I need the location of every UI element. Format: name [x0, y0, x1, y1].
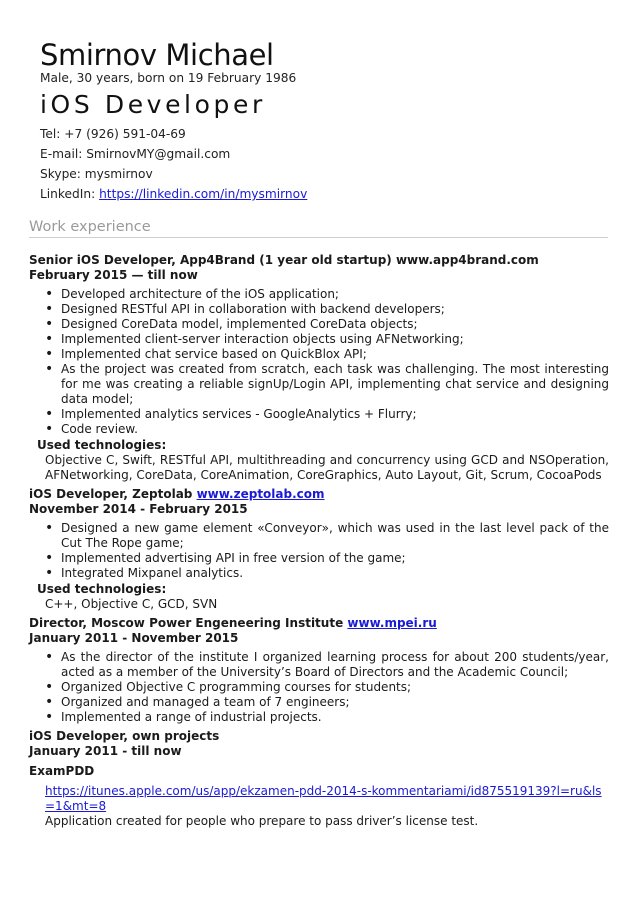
company-link[interactable]: www.mpei.ru: [347, 616, 437, 630]
job-dates: January 2011 - November 2015: [29, 631, 239, 645]
job-dates: January 2011 - till now: [29, 744, 182, 758]
bullet-item: • Designed a new game element «Conveyor», which was used in the last level pack of the Cut The Rope game;: [29, 521, 609, 551]
job-title: [29, 487, 609, 502]
work-experience-list: [29, 253, 609, 829]
tech-label: Used technologies:: [37, 582, 167, 596]
bullet-item: • Implemented a range of industrial projects.: [29, 710, 609, 725]
job-bullets: [29, 650, 609, 725]
phone: Tel: +7 (926) 591-04-69: [40, 127, 186, 141]
bullet-item: • Organized Objective C programming courses for students;: [29, 680, 609, 695]
job-title: iOS Developer, own projects: [29, 729, 220, 743]
app-store-link[interactable]: https://itunes.apple.com/us/app/ekzamen-pdd-2014-s-kommentariami/id875519139?l=ru&ls=1&mt=8: [45, 784, 602, 813]
job-dates: November 2014 - February 2015: [29, 502, 248, 516]
job-dates: February 2015 — till now: [29, 268, 198, 282]
job-role: iOS Developer: [40, 90, 266, 119]
bullet-item: • Implemented advertising API in free version of the game;: [29, 551, 609, 566]
app-description: Application created for people who prepare to pass driver’s license test.: [45, 814, 479, 828]
job-entry: [29, 616, 609, 725]
section-work-experience: Work experience: [29, 219, 608, 238]
bullet-item: • Code review.: [29, 422, 609, 437]
person-meta: Male, 30 years, born on 19 February 1986: [40, 71, 297, 85]
skype: Skype: mysmirnov: [40, 167, 153, 181]
bullet-item: • Designed CoreData model, implemented CoreData objects;: [29, 317, 609, 332]
job-entry: [29, 487, 609, 612]
bullet-item: • Integrated Mixpanel analytics.: [29, 566, 609, 581]
person-name: Smirnov Michael: [40, 38, 274, 72]
bullet-item: • Designed RESTful API in collaboration with backend developers;: [29, 302, 609, 317]
tech-label: Used technologies:: [37, 438, 167, 452]
bullet-item: • As the project was created from scratch, each task was challenging. The most interesting for me was creating a reliable signUp/Login API, implementing chat service and designing data model;: [29, 362, 609, 407]
job-title-text: iOS Developer, Zeptolab: [29, 487, 197, 501]
job-entry: [29, 253, 609, 483]
email: E-mail: SmirnovMY@gmail.com: [40, 147, 231, 161]
bullet-item: • Organized and managed a team of 7 engineers;: [29, 695, 609, 710]
job-title: Senior iOS Developer, App4Brand (1 year old startup) www.app4brand.com: [29, 253, 539, 267]
bullet-item: • Implemented chat service based on QuickBlox API;: [29, 347, 609, 362]
bullet-item: • Implemented client-server interaction objects using AFNetworking;: [29, 332, 609, 347]
bullet-item: • Implemented analytics services - GoogleAnalytics + Flurry;: [29, 407, 609, 422]
linkedin: [40, 184, 307, 204]
tech-value: Objective C, Swift, RESTful API, multithreading and concurrency using GCD and NSOperation, AFNetworking, CoreData, CoreAnimation, CoreGraphics, Auto Layout, Git, Scrum, CocoaPods: [45, 453, 609, 482]
linkedin-link[interactable]: https://linkedin.com/in/mysmirnov: [99, 187, 308, 201]
bullet-item: • As the director of the institute I organized learning process for about 200 students/year, acted as a member of the University’s Board of Directors and the Academic Council;: [29, 650, 609, 680]
tech-value: C++, Objective C, GCD, SVN: [45, 597, 218, 611]
job-title: [29, 616, 609, 631]
app-name: ExamPDD: [29, 764, 95, 778]
contacts-block: [40, 124, 307, 204]
job-bullets: [29, 521, 609, 581]
job-entry: [29, 729, 609, 829]
job-bullets: [29, 287, 609, 437]
job-title-text: Director, Moscow Power Engeneering Institute: [29, 616, 348, 630]
bullet-item: • Developed architecture of the iOS application;: [29, 287, 609, 302]
linkedin-label: LinkedIn:: [40, 187, 100, 201]
company-link[interactable]: www.zeptolab.com: [196, 487, 325, 501]
app-block: [45, 784, 609, 829]
